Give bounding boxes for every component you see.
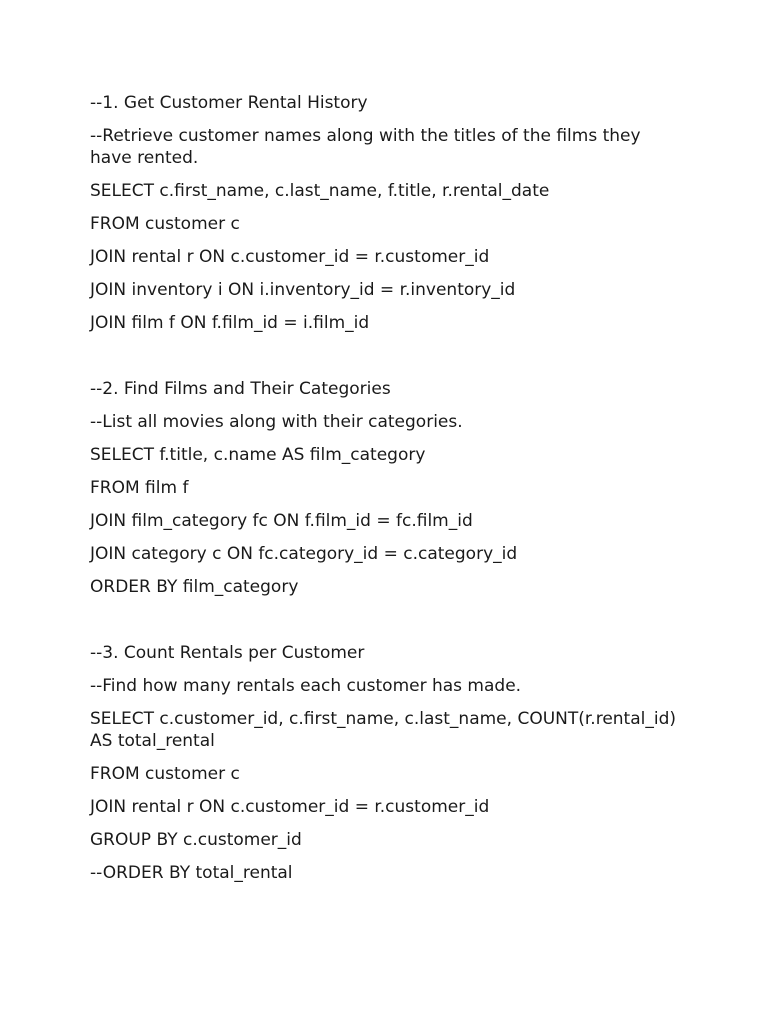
sql-line: JOIN film_category fc ON f.film_id = fc.film_id [90,511,473,531]
sql-line: --ORDER BY total_rental [90,863,293,883]
section-spacer [90,345,680,378]
section-description: --List all movies along with their categories. [90,412,463,432]
section-3 [90,642,680,884]
sql-line: JOIN category c ON fc.category_id = c.category_id [90,544,518,564]
sql-line: JOIN rental r ON c.customer_id = r.customer_id [90,797,490,817]
sql-line: SELECT f.title, c.name AS film_category [90,445,426,465]
sql-line: SELECT c.customer_id, c.first_name, c.last_name, COUNT(r.rental_id) AS total_rental [90,709,677,751]
section-heading: --2. Find Films and Their Categories [90,379,391,399]
section-1 [90,92,680,334]
section-description: --Retrieve customer names along with the titles of the films they have rented. [90,126,641,168]
section-2 [90,378,680,598]
section-description: --Find how many rentals each customer has made. [90,676,522,696]
sql-line: FROM customer c [90,764,240,784]
sql-line: SELECT c.first_name, c.last_name, f.title, r.rental_date [90,181,550,201]
sql-line: GROUP BY c.customer_id [90,830,302,850]
sql-line: JOIN film f ON f.film_id = i.film_id [90,313,370,333]
section-heading: --1. Get Customer Rental History [90,93,368,113]
sql-line: ORDER BY film_category [90,577,299,597]
sql-line: JOIN inventory i ON i.inventory_id = r.inventory_id [90,280,516,300]
sql-line: FROM customer c [90,214,240,234]
section-heading: --3. Count Rentals per Customer [90,643,365,663]
sql-line: JOIN rental r ON c.customer_id = r.customer_id [90,247,490,267]
section-spacer [90,609,680,642]
sql-line: FROM film f [90,478,189,498]
document-body [90,92,680,895]
